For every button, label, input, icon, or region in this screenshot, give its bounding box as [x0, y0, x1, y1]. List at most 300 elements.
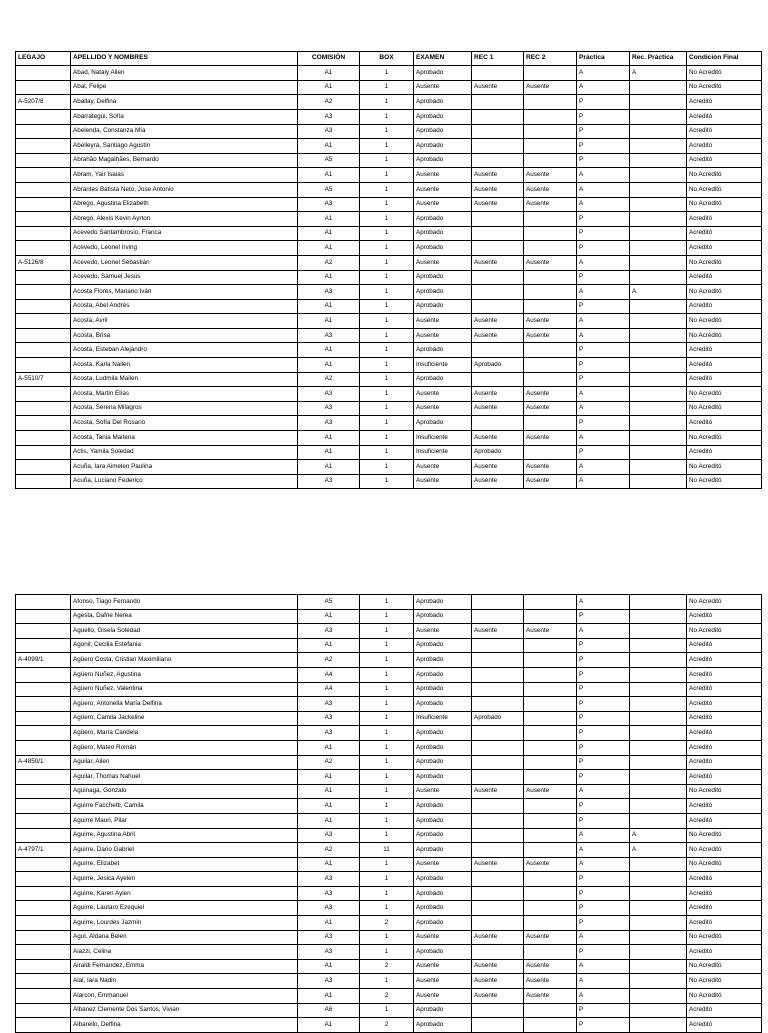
cell-rec-practica: [630, 401, 687, 416]
cell-rec-practica: [630, 182, 687, 197]
cell-condicion-final: Acreditó: [687, 609, 762, 624]
cell-apellido-y-nombres: Acosta, Abel Andrés: [71, 299, 298, 314]
cell-rec-1: [472, 638, 524, 653]
cell-practica: P: [577, 653, 630, 668]
cell-examen: Insuficiente: [414, 431, 472, 446]
cell-box: 2: [360, 916, 414, 931]
cell-legajo: [16, 726, 71, 741]
cell-examen: Ausente: [414, 784, 472, 799]
cell-apellido-y-nombres: Acevedo Santambrosio, Franca: [71, 226, 298, 241]
cell-practica: P: [577, 212, 630, 227]
cell-comision: A3: [298, 828, 360, 843]
cell-comision: A2: [298, 255, 360, 270]
cell-comision: A4: [298, 667, 360, 682]
header-legajo: LEGAJO: [16, 52, 71, 66]
cell-comision: A3: [298, 109, 360, 124]
cell-box: 1: [360, 667, 414, 682]
cell-comision: A5: [298, 595, 360, 610]
cell-rec-2: [524, 813, 577, 828]
cell-rec-2: [524, 872, 577, 887]
cell-rec-practica: [630, 770, 687, 785]
cell-practica: A: [577, 460, 630, 475]
table-row: [16, 638, 762, 653]
cell-apellido-y-nombres: Aballay, Delfina: [71, 95, 298, 110]
cell-legajo: [16, 387, 71, 402]
cell-condicion-final: Acreditó: [687, 740, 762, 755]
cell-box: 1: [360, 241, 414, 256]
table-row: [16, 109, 762, 124]
cell-rec-2: [524, 638, 577, 653]
cell-comision: A2: [298, 755, 360, 770]
cell-rec-practica: [630, 784, 687, 799]
cell-practica: P: [577, 770, 630, 785]
cell-apellido-y-nombres: Agüero, María Candela: [71, 726, 298, 741]
cell-comision: A1: [298, 80, 360, 95]
cell-practica: P: [577, 95, 630, 110]
cell-box: 1: [360, 711, 414, 726]
cell-box: 1: [360, 270, 414, 285]
cell-practica: A: [577, 959, 630, 974]
cell-apellido-y-nombres: Acevedo, Samuel Jesús: [71, 270, 298, 285]
cell-examen: Insuficiente: [414, 445, 472, 460]
cell-practica: P: [577, 755, 630, 770]
cell-box: 1: [360, 168, 414, 183]
cell-comision: A1: [298, 989, 360, 1004]
cell-rec-practica: A: [630, 828, 687, 843]
cell-rec-practica: [630, 916, 687, 931]
table-row: [16, 474, 762, 489]
cell-apellido-y-nombres: Acosta, Serena Milagros: [71, 401, 298, 416]
cell-practica: P: [577, 711, 630, 726]
cell-rec-1: [472, 667, 524, 682]
cell-rec-2: Ausente: [524, 989, 577, 1004]
cell-rec-1: [472, 95, 524, 110]
cell-rec-practica: [630, 109, 687, 124]
cell-rec-2: Ausente: [524, 197, 577, 212]
table-row: [16, 387, 762, 402]
table-row: [16, 667, 762, 682]
table-row: [16, 212, 762, 227]
table-row: [16, 401, 762, 416]
cell-box: 1: [360, 930, 414, 945]
table-row: [16, 740, 762, 755]
cell-examen: Aprobado: [414, 153, 472, 168]
cell-comision: A1: [298, 358, 360, 373]
cell-rec-practica: [630, 682, 687, 697]
cell-legajo: [16, 182, 71, 197]
cell-practica: P: [577, 372, 630, 387]
cell-examen: Aprobado: [414, 901, 472, 916]
cell-rec-2: [524, 241, 577, 256]
cell-comision: A1: [298, 66, 360, 81]
cell-condicion-final: No Acreditó: [687, 285, 762, 300]
cell-rec-2: [524, 285, 577, 300]
cell-apellido-y-nombres: Abregó, Alexis Kevin Ayrton: [71, 212, 298, 227]
table-row: [16, 124, 762, 139]
cell-condicion-final: Acreditó: [687, 1003, 762, 1018]
cell-condicion-final: No Acreditó: [687, 401, 762, 416]
cell-condicion-final: Acreditó: [687, 726, 762, 741]
cell-condicion-final: Acreditó: [687, 372, 762, 387]
cell-examen: Aprobado: [414, 667, 472, 682]
cell-rec-1: Ausente: [472, 989, 524, 1004]
table-row: [16, 828, 762, 843]
cell-rec-2: [524, 740, 577, 755]
cell-apellido-y-nombres: Acevedo, Leonel Sebastián: [71, 255, 298, 270]
table-row: [16, 299, 762, 314]
cell-legajo: [16, 930, 71, 945]
cell-condicion-final: Acreditó: [687, 711, 762, 726]
cell-apellido-y-nombres: Albanez Clemente Dos Santos, Vivian: [71, 1003, 298, 1018]
cell-condicion-final: Acreditó: [687, 667, 762, 682]
cell-rec-practica: [630, 387, 687, 402]
cell-examen: Aprobado: [414, 653, 472, 668]
cell-rec-2: Ausente: [524, 974, 577, 989]
cell-legajo: [16, 667, 71, 682]
cell-practica: P: [577, 109, 630, 124]
cell-box: 1: [360, 653, 414, 668]
cell-comision: A3: [298, 726, 360, 741]
cell-rec-2: Ausente: [524, 168, 577, 183]
cell-legajo: [16, 197, 71, 212]
cell-condicion-final: No Acreditó: [687, 460, 762, 475]
cell-comision: A3: [298, 872, 360, 887]
cell-practica: P: [577, 609, 630, 624]
table-row: [16, 314, 762, 329]
cell-condicion-final: No Acreditó: [687, 930, 762, 945]
cell-legajo: [16, 460, 71, 475]
cell-condicion-final: No Acreditó: [687, 255, 762, 270]
cell-practica: P: [577, 726, 630, 741]
cell-rec-2: Ausente: [524, 255, 577, 270]
cell-legajo: [16, 226, 71, 241]
cell-rec-1: [472, 139, 524, 154]
cell-condicion-final: No Acreditó: [687, 857, 762, 872]
cell-condicion-final: Acreditó: [687, 241, 762, 256]
cell-apellido-y-nombres: Abrahão Magalhães, Bernardo: [71, 153, 298, 168]
cell-apellido-y-nombres: Acosta, Martin Elías: [71, 387, 298, 402]
cell-comision: A6: [298, 1003, 360, 1018]
cell-rec-practica: [630, 624, 687, 639]
cell-box: 1: [360, 682, 414, 697]
cell-rec-1: Ausente: [472, 255, 524, 270]
table-row: [16, 270, 762, 285]
cell-rec-1: [472, 1003, 524, 1018]
header-rec-1: REC 1: [472, 52, 524, 66]
cell-examen: Ausente: [414, 387, 472, 402]
cell-rec-1: [472, 740, 524, 755]
cell-practica: P: [577, 813, 630, 828]
cell-box: 1: [360, 95, 414, 110]
cell-apellido-y-nombres: Alal, Iara Nadin: [71, 974, 298, 989]
cell-practica: P: [577, 638, 630, 653]
table-row: [16, 1018, 762, 1033]
cell-legajo: [16, 153, 71, 168]
cell-box: 1: [360, 358, 414, 373]
cell-practica: A: [577, 595, 630, 610]
cell-apellido-y-nombres: Acosta, Tania Maitena: [71, 431, 298, 446]
cell-legajo: A-5510/7: [16, 372, 71, 387]
cell-apellido-y-nombres: Albarello, Delfina: [71, 1018, 298, 1033]
cell-condicion-final: Acreditó: [687, 445, 762, 460]
table-row: [16, 945, 762, 960]
table-row: [16, 226, 762, 241]
cell-apellido-y-nombres: Aguilar, Ailen: [71, 755, 298, 770]
cell-examen: Aprobado: [414, 95, 472, 110]
cell-legajo: [16, 624, 71, 639]
cell-comision: A3: [298, 624, 360, 639]
table-row: [16, 182, 762, 197]
cell-rec-practica: [630, 212, 687, 227]
cell-rec-1: [472, 609, 524, 624]
cell-rec-1: Ausente: [472, 784, 524, 799]
cell-apellido-y-nombres: Aguirre, Jesica Ayelen: [71, 872, 298, 887]
cell-rec-2: [524, 828, 577, 843]
cell-apellido-y-nombres: Actis, Yamila Soledad: [71, 445, 298, 460]
cell-box: 1: [360, 872, 414, 887]
cell-examen: Aprobado: [414, 124, 472, 139]
cell-legajo: [16, 857, 71, 872]
cell-examen: Ausente: [414, 959, 472, 974]
table-row: [16, 328, 762, 343]
cell-rec-practica: [630, 799, 687, 814]
cell-comision: A1: [298, 241, 360, 256]
table-row: [16, 139, 762, 154]
table-row: [16, 653, 762, 668]
cell-examen: Aprobado: [414, 726, 472, 741]
table-row: [16, 784, 762, 799]
cell-legajo: [16, 711, 71, 726]
cell-legajo: [16, 813, 71, 828]
cell-rec-2: Ausente: [524, 314, 577, 329]
cell-condicion-final: No Acreditó: [687, 66, 762, 81]
cell-examen: Ausente: [414, 460, 472, 475]
cell-rec-1: Ausente: [472, 387, 524, 402]
cell-condicion-final: Acreditó: [687, 124, 762, 139]
cell-examen: Ausente: [414, 255, 472, 270]
cell-condicion-final: No Acreditó: [687, 431, 762, 446]
cell-practica: P: [577, 1018, 630, 1033]
cell-practica: P: [577, 139, 630, 154]
cell-rec-practica: [630, 460, 687, 475]
cell-examen: Insuficiente: [414, 358, 472, 373]
cell-condicion-final: No Acreditó: [687, 959, 762, 974]
header-row: [16, 52, 762, 66]
cell-apellido-y-nombres: Acosta, Brisa: [71, 328, 298, 343]
cell-legajo: [16, 328, 71, 343]
cell-practica: A: [577, 182, 630, 197]
cell-comision: A1: [298, 299, 360, 314]
cell-legajo: [16, 799, 71, 814]
cell-examen: Aprobado: [414, 299, 472, 314]
cell-rec-2: [524, 667, 577, 682]
cell-rec-2: Ausente: [524, 80, 577, 95]
cell-examen: Aprobado: [414, 270, 472, 285]
cell-rec-practica: [630, 740, 687, 755]
table-row: [16, 285, 762, 300]
cell-comision: A1: [298, 314, 360, 329]
cell-box: 1: [360, 726, 414, 741]
cell-apellido-y-nombres: Aguirre, Agustina Abril: [71, 828, 298, 843]
cell-rec-2: Ausente: [524, 460, 577, 475]
cell-practica: A: [577, 168, 630, 183]
cell-rec-1: Ausente: [472, 624, 524, 639]
table-row: [16, 989, 762, 1004]
cell-legajo: [16, 445, 71, 460]
table-row: [16, 255, 762, 270]
cell-rec-2: [524, 66, 577, 81]
cell-rec-2: [524, 726, 577, 741]
cell-condicion-final: No Acreditó: [687, 595, 762, 610]
cell-rec-practica: [630, 872, 687, 887]
cell-examen: Aprobado: [414, 372, 472, 387]
table-row: [16, 343, 762, 358]
cell-rec-1: Ausente: [472, 401, 524, 416]
cell-rec-practica: [630, 886, 687, 901]
cell-examen: Ausente: [414, 328, 472, 343]
cell-apellido-y-nombres: Aiazzi, Celina: [71, 945, 298, 960]
cell-rec-1: [472, 916, 524, 931]
cell-practica: A: [577, 857, 630, 872]
cell-apellido-y-nombres: Acosta, Avril: [71, 314, 298, 329]
cell-rec-2: Ausente: [524, 328, 577, 343]
cell-legajo: [16, 66, 71, 81]
cell-examen: Aprobado: [414, 1018, 472, 1033]
cell-apellido-y-nombres: Aguinaga, Gonzalo: [71, 784, 298, 799]
cell-apellido-y-nombres: Aguirre Facchetti, Camila: [71, 799, 298, 814]
table-row: [16, 372, 762, 387]
cell-box: 1: [360, 372, 414, 387]
cell-rec-1: Aprobado: [472, 358, 524, 373]
cell-legajo: [16, 168, 71, 183]
cell-legajo: [16, 989, 71, 1004]
cell-rec-2: Ausente: [524, 959, 577, 974]
cell-examen: Aprobado: [414, 843, 472, 858]
cell-comision: A3: [298, 930, 360, 945]
cell-comision: A1: [298, 1018, 360, 1033]
cell-rec-1: [472, 755, 524, 770]
cell-apellido-y-nombres: Acuña, Iara Aimelen Paulina: [71, 460, 298, 475]
cell-rec-1: Ausente: [472, 328, 524, 343]
cell-rec-practica: [630, 197, 687, 212]
cell-box: 1: [360, 299, 414, 314]
cell-examen: Ausente: [414, 401, 472, 416]
cell-comision: A1: [298, 959, 360, 974]
table-row: [16, 445, 762, 460]
cell-rec-1: Ausente: [472, 80, 524, 95]
cell-apellido-y-nombres: Aguilar, Thomas Nahuel: [71, 770, 298, 785]
table-row: [16, 755, 762, 770]
cell-rec-practica: [630, 343, 687, 358]
cell-legajo: [16, 1018, 71, 1033]
table-row: [16, 930, 762, 945]
table-row: [16, 168, 762, 183]
cell-box: 1: [360, 401, 414, 416]
cell-rec-1: [472, 945, 524, 960]
cell-rec-practica: [630, 667, 687, 682]
cell-box: 1: [360, 609, 414, 624]
cell-examen: Aprobado: [414, 285, 472, 300]
cell-rec-2: Ausente: [524, 784, 577, 799]
cell-examen: Ausente: [414, 182, 472, 197]
cell-legajo: A-5207/8: [16, 95, 71, 110]
cell-practica: P: [577, 1003, 630, 1018]
cell-apellido-y-nombres: Aguirre, Karen Aylen: [71, 886, 298, 901]
cell-practica: P: [577, 886, 630, 901]
cell-comision: A3: [298, 474, 360, 489]
cell-apellido-y-nombres: Aguello, Gisela Soledad: [71, 624, 298, 639]
table-row: [16, 726, 762, 741]
cell-rec-2: [524, 609, 577, 624]
cell-apellido-y-nombres: Acosta, Sofía Del Rosario: [71, 416, 298, 431]
cell-legajo: [16, 886, 71, 901]
cell-rec-practica: [630, 755, 687, 770]
cell-legajo: [16, 109, 71, 124]
cell-rec-1: [472, 285, 524, 300]
cell-rec-1: Ausente: [472, 168, 524, 183]
cell-box: 1: [360, 197, 414, 212]
cell-condicion-final: Acreditó: [687, 139, 762, 154]
cell-apellido-y-nombres: Acosta, Ludmila Mailen: [71, 372, 298, 387]
cell-practica: P: [577, 343, 630, 358]
cell-rec-2: [524, 153, 577, 168]
cell-rec-2: Ausente: [524, 431, 577, 446]
cell-examen: Aprobado: [414, 828, 472, 843]
cell-examen: Aprobado: [414, 916, 472, 931]
cell-legajo: [16, 314, 71, 329]
cell-rec-2: Ausente: [524, 624, 577, 639]
table-row: [16, 872, 762, 887]
cell-rec-practica: [630, 80, 687, 95]
cell-box: 11: [360, 843, 414, 858]
cell-rec-1: Ausente: [472, 197, 524, 212]
cell-rec-2: [524, 697, 577, 712]
cell-box: 1: [360, 638, 414, 653]
cell-examen: Ausente: [414, 168, 472, 183]
cell-comision: A1: [298, 916, 360, 931]
cell-comision: A1: [298, 740, 360, 755]
cell-practica: A: [577, 431, 630, 446]
cell-box: 1: [360, 755, 414, 770]
cell-rec-1: Ausente: [472, 182, 524, 197]
table-row: [16, 66, 762, 81]
cell-examen: Ausente: [414, 474, 472, 489]
cell-practica: A: [577, 387, 630, 402]
cell-legajo: [16, 241, 71, 256]
cell-examen: Ausente: [414, 80, 472, 95]
cell-apellido-y-nombres: Agüero Costa, Cristian Maximiliano: [71, 653, 298, 668]
cell-practica: P: [577, 241, 630, 256]
cell-practica: P: [577, 682, 630, 697]
cell-rec-2: [524, 1003, 577, 1018]
cell-rec-1: [472, 697, 524, 712]
cell-condicion-final: Acreditó: [687, 872, 762, 887]
cell-examen: Aprobado: [414, 813, 472, 828]
cell-box: 1: [360, 770, 414, 785]
cell-box: 2: [360, 959, 414, 974]
cell-examen: Ausente: [414, 989, 472, 1004]
cell-rec-2: [524, 711, 577, 726]
cell-comision: A1: [298, 139, 360, 154]
cell-rec-1: Ausente: [472, 431, 524, 446]
cell-rec-1: [472, 886, 524, 901]
cell-rec-practica: [630, 95, 687, 110]
cell-rec-practica: [630, 226, 687, 241]
cell-practica: A: [577, 828, 630, 843]
cell-comision: A2: [298, 653, 360, 668]
table-row: [16, 959, 762, 974]
cell-examen: Aprobado: [414, 109, 472, 124]
